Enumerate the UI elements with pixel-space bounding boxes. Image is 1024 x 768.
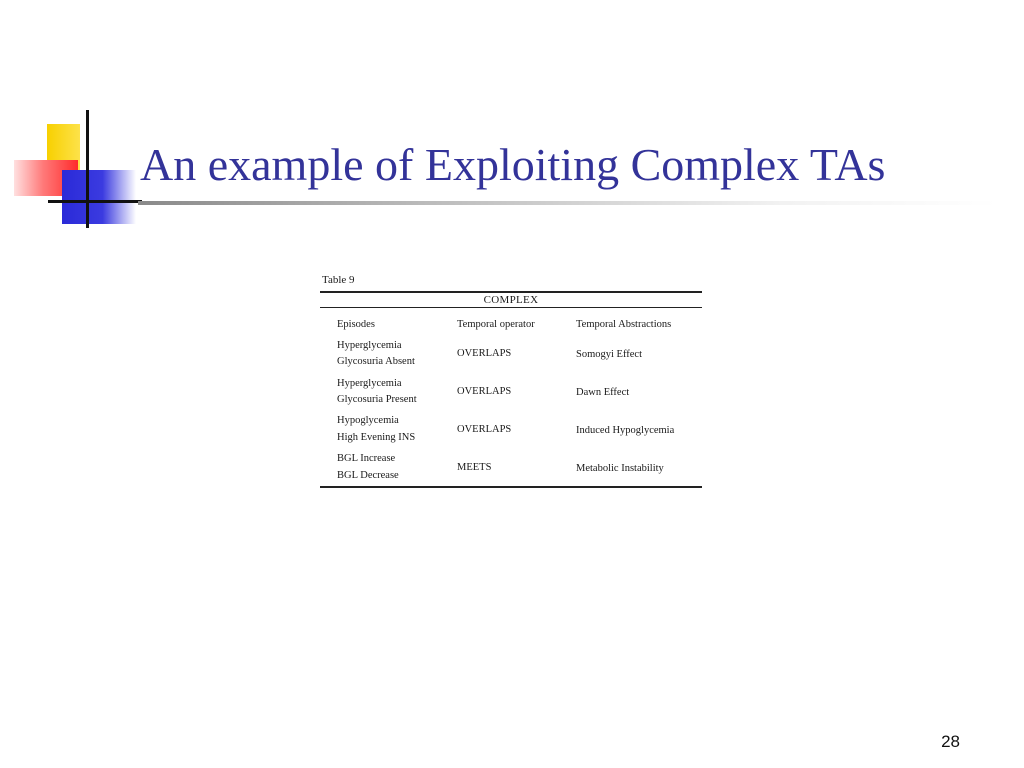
table-row-3-episode-2: High Evening INS <box>337 432 416 443</box>
table-figure <box>320 272 704 490</box>
title-underline <box>138 201 998 205</box>
table-row-2-operator: OVERLAPS <box>457 386 512 397</box>
table-row-4-operator: MEETS <box>457 462 492 473</box>
column-header-temporal-operator: Temporal operator <box>457 319 535 330</box>
table-row-2-episode-1: Hyperglycemia <box>337 378 402 389</box>
table-header-rule <box>320 307 702 308</box>
table-top-rule <box>320 291 702 293</box>
table-row-1-episode-1: Hyperglycemia <box>337 340 402 351</box>
vertical-line-decoration <box>86 110 89 228</box>
horizontal-line-decoration <box>48 200 142 203</box>
table-row-4-abstraction: Metabolic Instability <box>576 463 664 474</box>
table-row-3-abstraction: Induced Hypoglycemia <box>576 425 675 436</box>
table-row-2-abstraction: Dawn Effect <box>576 387 630 398</box>
table-row-1-abstraction: Somogyi Effect <box>576 349 643 360</box>
column-header-episodes: Episodes <box>337 319 375 330</box>
table-row-4-episode-1: BGL Increase <box>337 453 396 464</box>
table-row-1-episode-2: Glycosuria Absent <box>337 356 415 367</box>
table-caption: Table 9 <box>322 274 355 286</box>
table-group-header: COMPLEX <box>483 294 539 306</box>
table-row-1-operator: OVERLAPS <box>457 348 512 359</box>
column-header-temporal-abstractions: Temporal Abstractions <box>576 319 672 330</box>
slide-title: An example of Exploiting Complex TAs <box>140 139 886 190</box>
table-bottom-rule <box>320 486 702 488</box>
blue-square-decoration <box>62 170 136 224</box>
table-row-4-episode-2: BGL Decrease <box>337 470 399 481</box>
table-row-2-episode-2: Glycosuria Present <box>337 394 417 405</box>
table-row-3-operator: OVERLAPS <box>457 424 512 435</box>
page-number: 28 <box>941 732 960 751</box>
table-row-3-episode-1: Hypoglycemia <box>337 415 399 426</box>
